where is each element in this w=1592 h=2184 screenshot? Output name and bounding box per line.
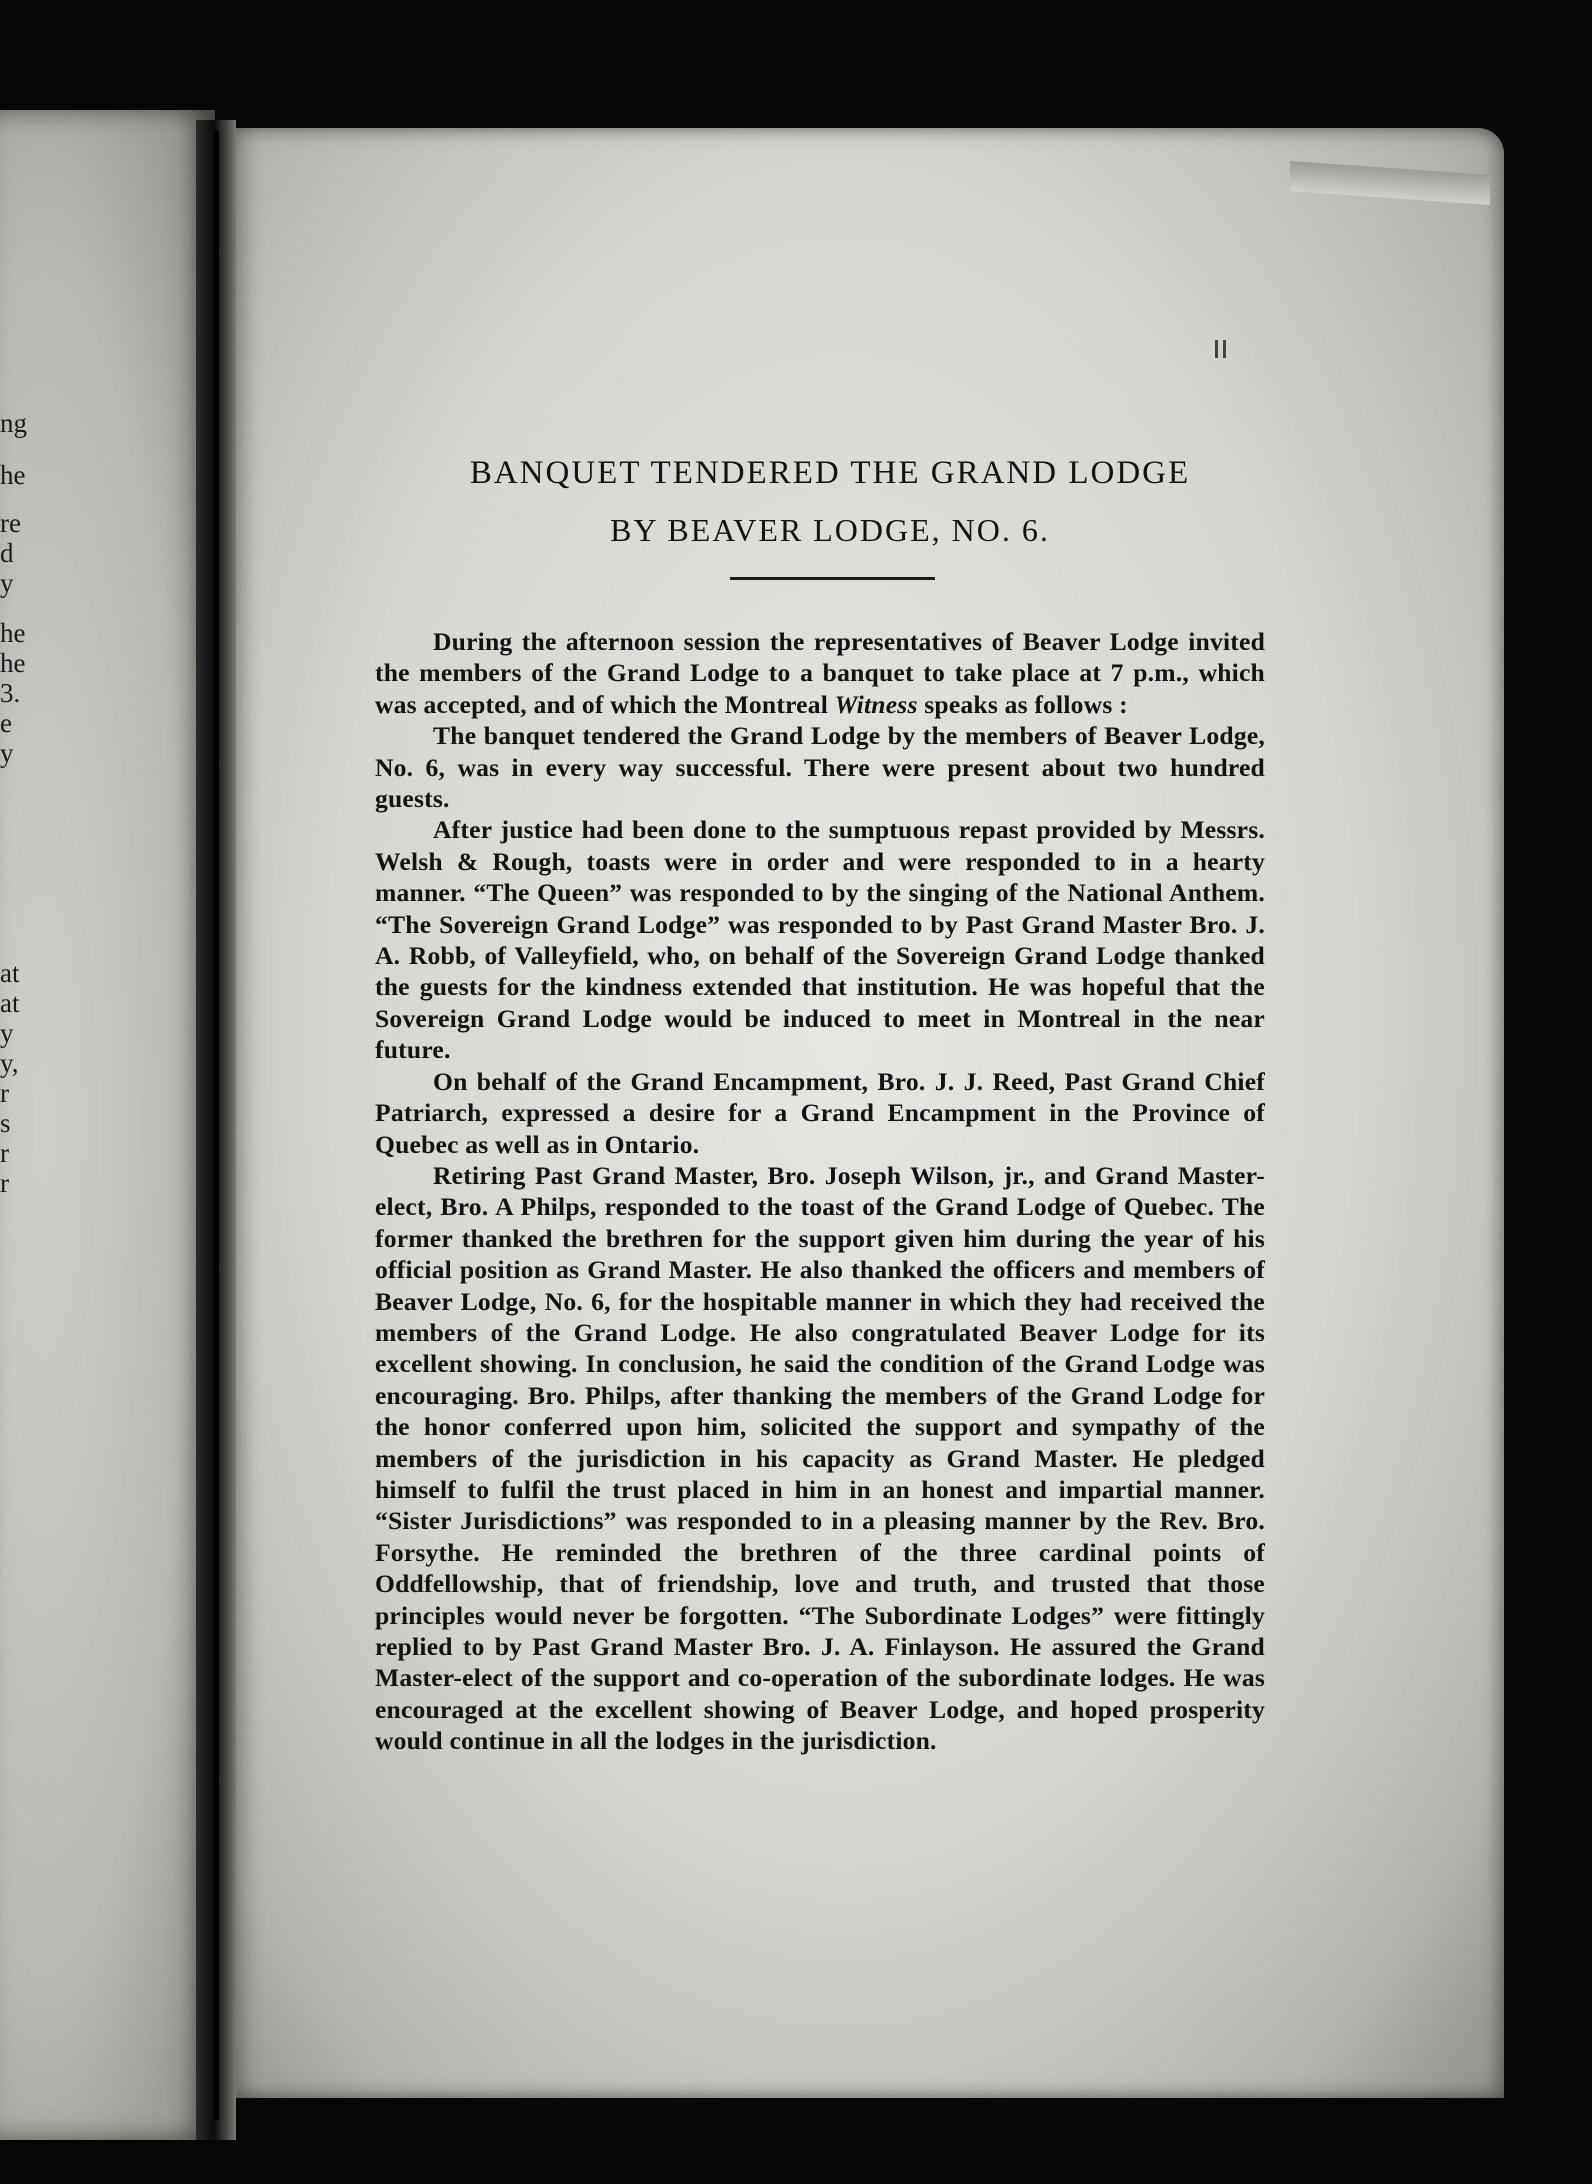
left-fragment: y, bbox=[0, 1048, 19, 1078]
binding-line bbox=[214, 130, 219, 2120]
left-fragment: he bbox=[0, 460, 26, 490]
left-fragment: at bbox=[0, 988, 20, 1018]
paragraph-1-end: speaks as follows : bbox=[924, 689, 1128, 719]
left-fragment: re bbox=[0, 508, 21, 538]
left-fragment: ng bbox=[0, 408, 27, 438]
article-subtitle: BY BEAVER LODGE, NO. 6. bbox=[610, 512, 1050, 548]
left-fragment: r bbox=[0, 1138, 9, 1168]
left-fragment: he bbox=[0, 648, 26, 678]
left-fragment: y bbox=[0, 568, 14, 598]
left-fragment: at bbox=[0, 958, 20, 988]
left-fragment: he bbox=[0, 618, 26, 648]
left-facing-page bbox=[0, 110, 215, 2140]
paragraph-2: The banquet tendered the Grand Lodge by the members of Beaver Lodge, No. 6, was in every way successful. There were present about two hundred guests. bbox=[375, 721, 1265, 814]
margin-mark bbox=[1215, 340, 1218, 358]
left-fragment: d bbox=[0, 538, 14, 568]
article bbox=[375, 455, 1265, 1757]
left-fragment: y bbox=[0, 1018, 14, 1048]
paragraph-3: After justice had been done to the sumptuous repast provided by Messrs. Welsh & Rough, toasts were in order and were responded to in a hearty manner. “The Queen” was responded to by the singing of the National Anthem. “The Sovereign Grand Lodge” was responded to by Past Grand Master Bro. J. A. Robb, of Valleyfield, who, on behalf of the Sovereign Grand Lodge thanked the guests for the kindness extended that institution. He was hopeful that the Sovereign Grand Lodge would be induced to meet in Montreal in the near future. bbox=[375, 815, 1265, 1065]
left-fragment: y bbox=[0, 738, 14, 768]
article-body bbox=[375, 626, 1265, 1757]
paragraph-5: Retiring Past Grand Master, Bro. Joseph Wilson, jr., and Grand Master-elect, Bro. A Philps, responded to the toast of the Grand Lodge of Quebec. The former thanked the brethren for the support given him during the year of his official position as Grand Master. He also thanked the officers and members of Beaver Lodge, No. 6, for the hospitable manner in which they had received the members of the Grand Lodge. He also congratulated Beaver Lodge for its excellent showing. In conclusion, he said the condition of the Grand Lodge was encouraging. Bro. Philps, after thanking the members of the Grand Lodge for the honor conferred upon him, solicited the support and sympathy of the members of the jurisdiction in his capacity as Grand Master. He pledged himself to fulfil the trust placed in him in an honest and impartial manner. “Sister Jurisdictions” was responded to in a pleasing manner by the Rev. Bro. Forsythe. He reminded the brethren of the three cardinal points of Oddfellowship, that of friendship, love and truth, and trusted that those principles would never be forgotten. “The Subordinate Lodges” were fittingly replied to by Past Grand Master Bro. J. A. Finlayson. He assured the Grand Master-elect of the support and co-operation of the subordinate lodges. He was encouraged at the excellent showing of Beaver Lodge, and hoped prosperity would continue in all the lodges in the jurisdiction. bbox=[375, 1160, 1265, 1756]
paragraph-1 bbox=[375, 626, 1265, 720]
left-fragment: e bbox=[0, 708, 12, 738]
left-fragment: r bbox=[0, 1078, 9, 1108]
left-fragment: 3. bbox=[0, 678, 21, 708]
left-fragment: s bbox=[0, 1108, 11, 1138]
newspaper-name: Witness bbox=[834, 689, 918, 719]
paragraph-4: On behalf of the Grand Encampment, Bro. J. J. Reed, Past Grand Chief Patriarch, expressed a desire for a Grand Encampment in the Province of Quebec as well as in Ontario. bbox=[375, 1066, 1265, 1159]
title-rule bbox=[730, 577, 935, 580]
paragraph-1-text: During the afternoon session the representatives of Beaver Lodge invited the members of the Grand Lodge to a banquet to take place at 7 p.m., which was accepted, and of which the Montreal bbox=[375, 627, 1265, 719]
left-fragment: r bbox=[0, 1168, 9, 1198]
article-title: BANQUET TENDERED THE GRAND LODGE bbox=[469, 455, 1191, 491]
margin-mark bbox=[1223, 340, 1226, 358]
